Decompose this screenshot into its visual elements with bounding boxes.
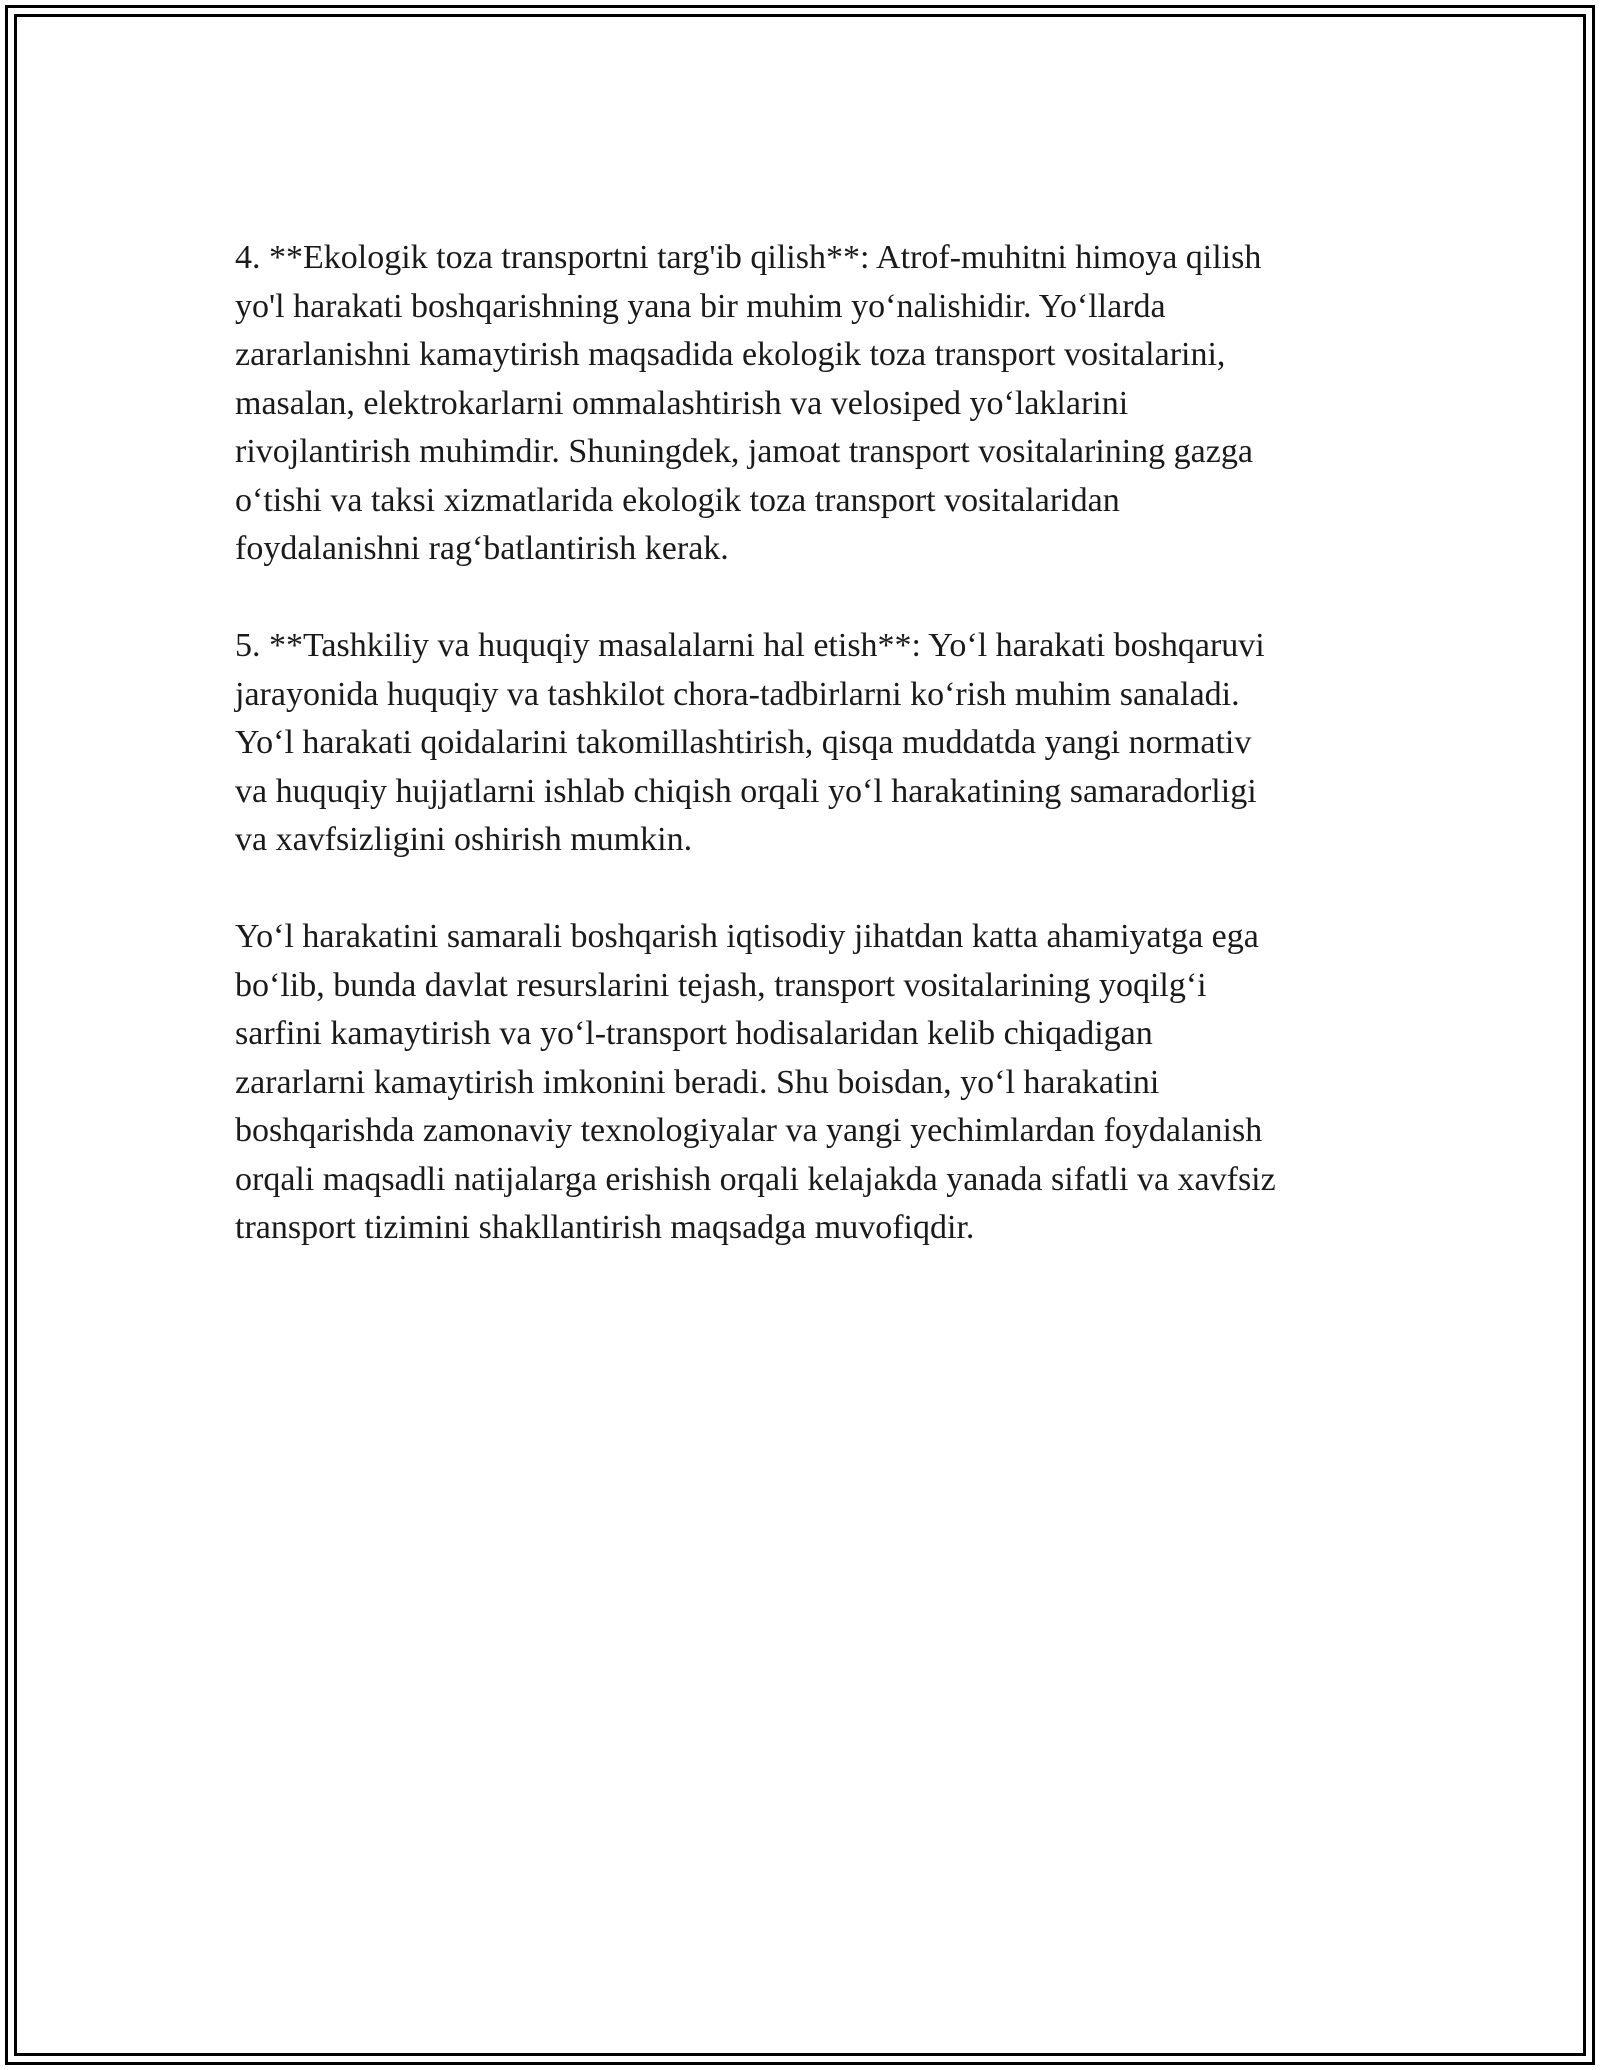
paragraph-ecological-transport xyxy=(235,234,1375,574)
document-body xyxy=(235,234,1375,1301)
paragraph-conclusion xyxy=(235,913,1375,1253)
text-line: sarfini kamaytirish va yo‘l-transport hodisalaridan kelib chiqadigan xyxy=(235,1015,1153,1052)
text-line: jarayonida huquqiy va tashkilot chora-tadbirlarni ko‘rish muhim sanaladi. xyxy=(235,675,1240,713)
text-line: o‘tishi va taksi xizmatlarida ekologik toza transport vositalaridan xyxy=(235,481,1120,519)
text-line: orqali maqsadli natijalarga erishish orqali kelajakda yanada sifatli va xavfsiz xyxy=(235,1160,1276,1198)
text-line: zararlarni kamaytirish imkonini beradi. Shu boisdan, yo‘l harakatini xyxy=(235,1063,1160,1101)
text-line: va huquqiy hujjatlarni ishlab chiqish orqali yo‘l harakatining samaradorligi xyxy=(235,772,1257,810)
text-line: Yo‘l harakati qoidalarini takomillashtirish, qisqa muddatda yangi normativ xyxy=(235,724,1252,761)
text-line: bo‘lib, bunda davlat resurslarini tejash, transport vositalarining yoqilg‘i xyxy=(235,966,1207,1004)
text-line: boshqarishda zamonaviy texnologiyalar va yangi yechimlardan foydalanish xyxy=(235,1112,1263,1149)
text-line: 5. **Tashkiliy va huquqiy masalalarni hal etish**: Yo‘l harakati boshqaruvi xyxy=(235,627,1265,664)
text-line: foydalanishni rag‘batlantirish kerak. xyxy=(235,530,729,567)
text-line: Yo‘l harakatini samarali boshqarish iqtisodiy jihatdan katta ahamiyatga ega xyxy=(235,918,1259,955)
text-line: va xavfsizligini oshirish mumkin. xyxy=(235,821,693,858)
text-line: transport tizimini shakllantirish maqsadga muvofiqdir. xyxy=(235,1209,975,1246)
text-line: yo'l harakati boshqarishning yana bir muhim yo‘nalishidir. Yo‘llarda xyxy=(235,287,1166,325)
text-line: zararlanishni kamaytirish maqsadida ekologik toza transport vositalarini, xyxy=(235,336,1226,373)
paragraph-legal-organizational xyxy=(235,622,1375,865)
text-line: masalan, elektrokarlarni ommalashtirish va velosiped yo‘laklarini xyxy=(235,384,1129,422)
text-line: 4. **Ekologik toza transportni targ'ib qilish**: Atrof-muhitni himoya qilish xyxy=(235,239,1262,276)
text-line: rivojlantirish muhimdir. Shuningdek, jamoat transport vositalarining gazga xyxy=(235,433,1253,470)
